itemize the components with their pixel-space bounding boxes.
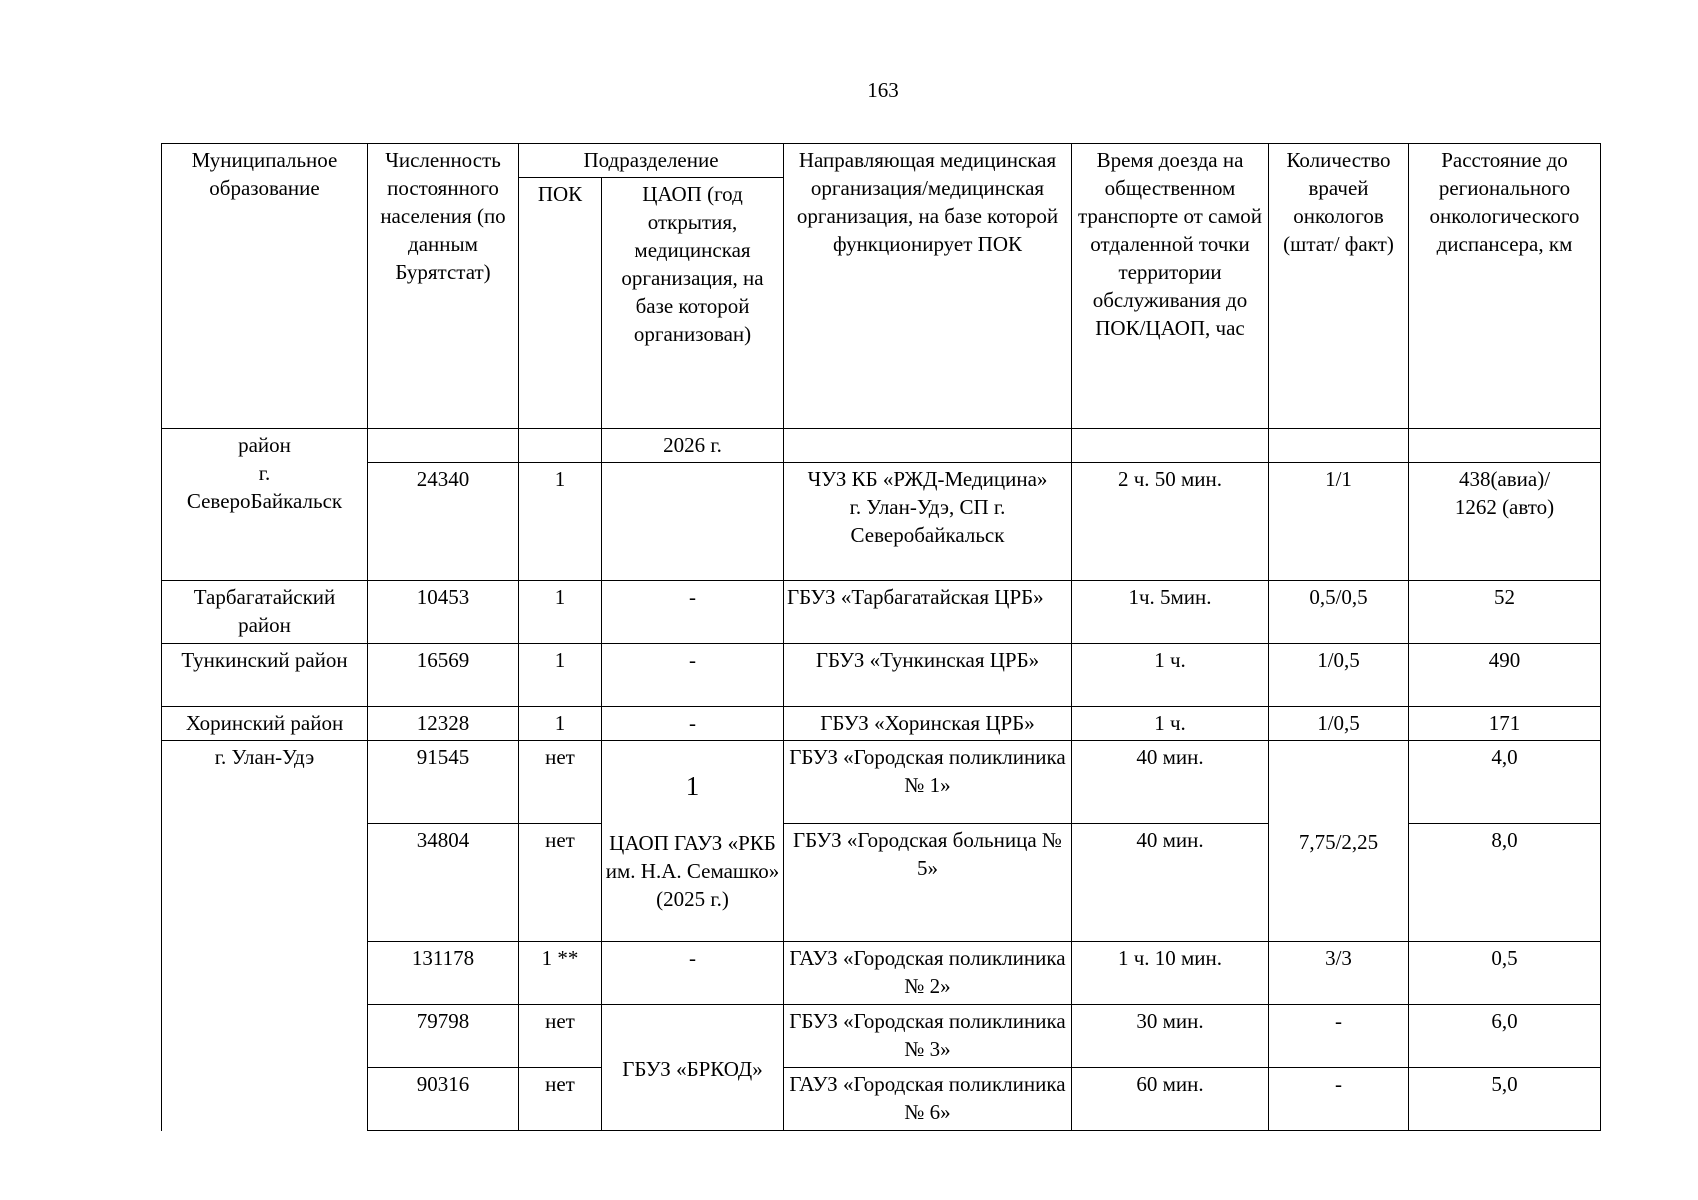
header-subdivision: Подразделение	[519, 144, 784, 178]
cell-time: 1 ч. 10 мин.	[1072, 942, 1269, 1005]
cell-time: 1 ч.	[1072, 707, 1269, 741]
header-caop: ЦАОП (год открытия, медицинская организация, на базе которой организован)	[602, 178, 784, 429]
cell-org: ГБУЗ «Городская больница № 5»	[784, 824, 1072, 942]
header-distance: Расстояние до регионального онкологического диспансера, км	[1409, 144, 1601, 429]
cell-empty	[784, 429, 1072, 463]
table-row	[162, 942, 1601, 1005]
cell-population: 24340	[368, 463, 519, 581]
cell-doctors: -	[1269, 1005, 1409, 1068]
cell-population: 79798	[368, 1005, 519, 1068]
cell-caop-semashko	[602, 741, 784, 942]
cell-distance: 52	[1409, 581, 1601, 644]
cell-time: 30 мин.	[1072, 1005, 1269, 1068]
oncology-units-table	[161, 143, 1601, 1131]
cell-caop: -	[602, 707, 784, 741]
header-municipality: Муниципальное образование	[162, 144, 368, 429]
cell-org: ЧУЗ КБ «РЖД-Медицина» г. Улан-Удэ, СП г. Северобайкальск	[784, 463, 1072, 581]
table-row	[162, 1068, 1601, 1131]
cell-time: 2 ч. 50 мин.	[1072, 463, 1269, 581]
cell-population: 34804	[368, 824, 519, 942]
cell-pok: нет	[519, 824, 602, 942]
header-row-1	[162, 144, 1601, 178]
cell-caop: -	[602, 942, 784, 1005]
cell-org: ГБУЗ «Городская поликлиника № 1»	[784, 741, 1072, 824]
cell-pok: 1 **	[519, 942, 602, 1005]
cell-doctors: 3/3	[1269, 942, 1409, 1005]
cell-org: ГАУЗ «Городская поликлиника № 6»	[784, 1068, 1072, 1131]
cell-empty	[1072, 429, 1269, 463]
cell-doctors: 1/0,5	[1269, 644, 1409, 707]
cell-caop-year: 2026 г.	[602, 429, 784, 463]
cell-population: 16569	[368, 644, 519, 707]
cell-pok: 1	[519, 581, 602, 644]
table-row	[162, 463, 1601, 581]
cell-population: 10453	[368, 581, 519, 644]
cell-pok: нет	[519, 1005, 602, 1068]
cell-distance: 171	[1409, 707, 1601, 741]
caop-description: ЦАОП ГАУЗ «РКБ им. Н.А. Семашко» (2025 г.)	[605, 831, 780, 911]
header-pok: ПОК	[519, 178, 602, 429]
cell-org: ГБУЗ «Тарбагатайская ЦРБ»	[784, 581, 1072, 644]
table-row	[162, 741, 1601, 824]
cell-time: 1 ч.	[1072, 644, 1269, 707]
cell-doctors: 0,5/0,5	[1269, 581, 1409, 644]
header-population: Численность постоянного населения (по данным Бурятстат)	[368, 144, 519, 429]
cell-pok: нет	[519, 1068, 602, 1131]
header-referring-org: Направляющая медицинская организация/медицинская организация, на базе которой функционирует ПОК	[784, 144, 1072, 429]
cell-municipality: г. Улан-Удэ	[162, 741, 368, 1131]
cell-population: 12328	[368, 707, 519, 741]
cell-empty	[519, 429, 602, 463]
cell-municipality: Тарбагатайский район	[162, 581, 368, 644]
cell-distance: 5,0	[1409, 1068, 1601, 1131]
cell-distance: 8,0	[1409, 824, 1601, 942]
cell-doctors: -	[1269, 1068, 1409, 1131]
table-row	[162, 581, 1601, 644]
cell-time: 1ч. 5мин.	[1072, 581, 1269, 644]
cell-population: 90316	[368, 1068, 519, 1131]
cell-doctors-merged: 7,75/2,25	[1269, 741, 1409, 942]
cell-doctors: 1/1	[1269, 463, 1409, 581]
cell-caop-brkod: ГБУЗ «БРКОД»	[602, 1005, 784, 1131]
cell-org: ГАУЗ «Городская поликлиника № 2»	[784, 942, 1072, 1005]
cell-empty	[368, 429, 519, 463]
header-travel-time: Время доезда на общественном транспорте от самой отдаленной точки территории обслуживания до ПОК/ЦАОП, час	[1072, 144, 1269, 429]
table-row	[162, 429, 1601, 463]
table-row	[162, 644, 1601, 707]
cell-caop	[602, 463, 784, 581]
cell-org: ГБУЗ «Хоринская ЦРБ»	[784, 707, 1072, 741]
cell-pok: 1	[519, 707, 602, 741]
cell-distance: 0,5	[1409, 942, 1601, 1005]
header-oncologists: Количество врачей онкологов (штат/ факт)	[1269, 144, 1409, 429]
cell-caop: -	[602, 644, 784, 707]
cell-pok: нет	[519, 741, 602, 824]
cell-time: 40 мин.	[1072, 741, 1269, 824]
cell-empty	[1409, 429, 1601, 463]
cell-org: ГБУЗ «Городская поликлиника № 3»	[784, 1005, 1072, 1068]
cell-caop: -	[602, 581, 784, 644]
cell-municipality: район г. СевероБайкальск	[162, 429, 368, 581]
cell-population: 91545	[368, 741, 519, 824]
cell-doctors: 1/0,5	[1269, 707, 1409, 741]
cell-distance: 490	[1409, 644, 1601, 707]
table-row	[162, 1005, 1601, 1068]
table-row	[162, 707, 1601, 741]
cell-pok: 1	[519, 644, 602, 707]
cell-population: 131178	[368, 942, 519, 1005]
cell-distance: 438(авиа)/ 1262 (авто)	[1409, 463, 1601, 581]
cell-org: ГБУЗ «Тункинская ЦРБ»	[784, 644, 1072, 707]
caop-count: 1	[685, 771, 700, 801]
cell-municipality: Тункинский район	[162, 644, 368, 707]
cell-distance: 4,0	[1409, 741, 1601, 824]
page-number: 163	[867, 78, 899, 102]
cell-time: 60 мин.	[1072, 1068, 1269, 1131]
cell-empty	[1269, 429, 1409, 463]
cell-pok: 1	[519, 463, 602, 581]
cell-municipality: Хоринский район	[162, 707, 368, 741]
cell-time: 40 мин.	[1072, 824, 1269, 942]
cell-distance: 6,0	[1409, 1005, 1601, 1068]
